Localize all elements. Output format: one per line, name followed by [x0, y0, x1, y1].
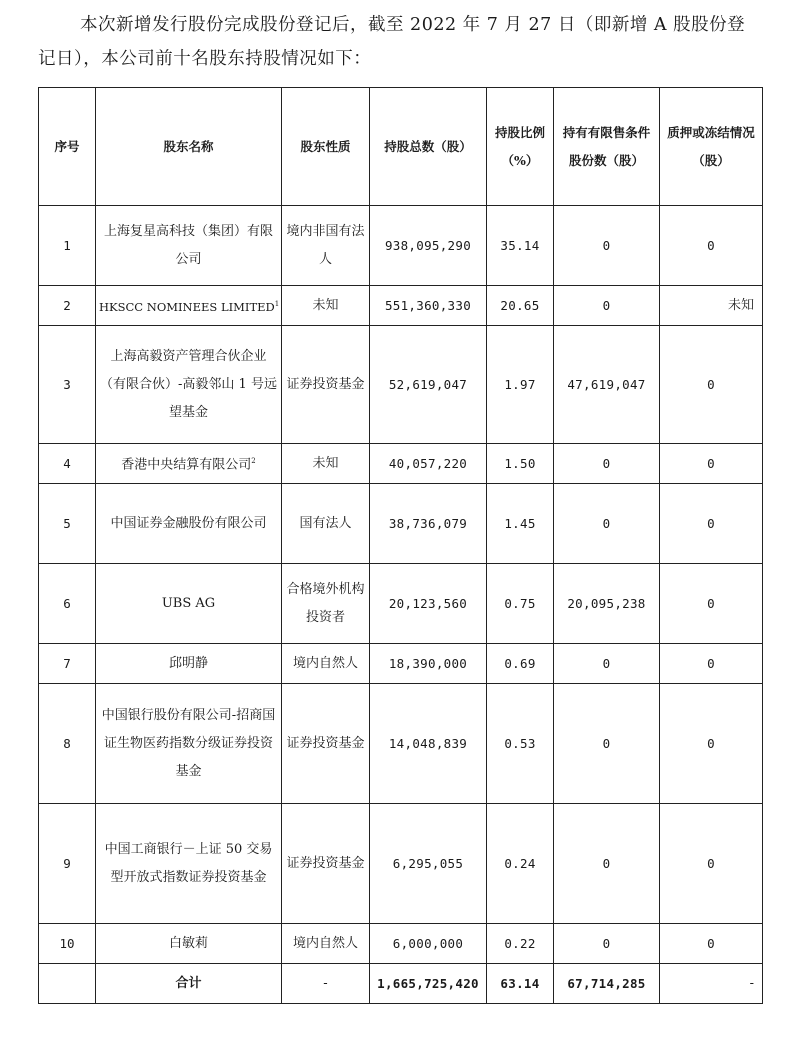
cell-restricted: 47,619,047: [554, 326, 660, 444]
cell-restricted: 20,095,238: [554, 564, 660, 644]
cell-total-label: 合计: [96, 964, 282, 1004]
cell-restricted: 0: [554, 206, 660, 286]
cell-seq: 5: [39, 484, 96, 564]
cell-ratio: 0.75: [487, 564, 554, 644]
cell-name: 中国证券金融股份有限公司: [96, 484, 282, 564]
cell-total-ratio: 63.14: [487, 964, 554, 1004]
cell-total-type: -: [282, 964, 370, 1004]
table-row: [39, 286, 763, 326]
cell-pledged: 0: [660, 684, 763, 804]
cell-restricted: 0: [554, 444, 660, 484]
cell-seq: 2: [39, 286, 96, 326]
cell-shares: 551,360,330: [370, 286, 487, 326]
table-row: [39, 804, 763, 924]
table-row: [39, 444, 763, 484]
cell-type: 国有法人: [282, 484, 370, 564]
header-restricted: 持有有限售条件股份数（股）: [554, 88, 660, 206]
cell-shares: 20,123,560: [370, 564, 487, 644]
cell-ratio: 0.24: [487, 804, 554, 924]
cell-total-shares: 1,665,725,420: [370, 964, 487, 1004]
table-row: [39, 326, 763, 444]
header-pledged: 质押或冻结情况（股）: [660, 88, 763, 206]
cell-name: [96, 286, 282, 326]
cell-type: 证券投资基金: [282, 684, 370, 804]
cell-seq: 8: [39, 684, 96, 804]
cell-pledged: 0: [660, 484, 763, 564]
cell-name: 上海高毅资产管理合伙企业（有限合伙）-高毅邻山 1 号远望基金: [96, 326, 282, 444]
top-ten-shareholders-table: [38, 87, 763, 1004]
cell-ratio: 0.53: [487, 684, 554, 804]
cell-ratio: 0.22: [487, 924, 554, 964]
intro-paragraph: [38, 8, 762, 76]
cell-seq: 9: [39, 804, 96, 924]
cell-restricted: 0: [554, 804, 660, 924]
cell-total-pledged: -: [660, 964, 763, 1004]
cell-restricted: 0: [554, 644, 660, 684]
header-type: 股东性质: [282, 88, 370, 206]
cell-restricted: 0: [554, 924, 660, 964]
header-ratio: 持股比例（%）: [487, 88, 554, 206]
cell-ratio: 1.45: [487, 484, 554, 564]
cell-type: 证券投资基金: [282, 804, 370, 924]
cell-type: 合格境外机构投资者: [282, 564, 370, 644]
cell-name: [96, 444, 282, 484]
total-row: [39, 964, 763, 1004]
table-row: [39, 924, 763, 964]
cell-pledged: 0: [660, 804, 763, 924]
cell-pledged: 0: [660, 326, 763, 444]
cell-seq: 7: [39, 644, 96, 684]
cell-name: 上海复星高科技（集团）有限公司: [96, 206, 282, 286]
cell-name: UBS AG: [96, 564, 282, 644]
footnote-marker: 1: [274, 300, 280, 309]
cell-seq: 1: [39, 206, 96, 286]
holder-name: HKSCC NOMINEES LIMITED: [99, 299, 275, 314]
cell-ratio: 20.65: [487, 286, 554, 326]
cell-ratio: 1.97: [487, 326, 554, 444]
cell-seq: 6: [39, 564, 96, 644]
table-row: [39, 684, 763, 804]
cell-total-restricted: 67,714,285: [554, 964, 660, 1004]
table-row: [39, 484, 763, 564]
header-name: 股东名称: [96, 88, 282, 206]
cell-shares: 6,295,055: [370, 804, 487, 924]
cell-pledged: 0: [660, 564, 763, 644]
header-shares: 持股总数（股）: [370, 88, 487, 206]
intro-text: 本次新增发行股份完成股份登记后，截至 2022 年 7 月 27 日（即新增 A 股股份登记日），本公司前十名股东持股情况如下：: [38, 15, 746, 69]
cell-shares: 18,390,000: [370, 644, 487, 684]
cell-shares: 938,095,290: [370, 206, 487, 286]
cell-shares: 38,736,079: [370, 484, 487, 564]
cell-seq: 3: [39, 326, 96, 444]
cell-pledged: 0: [660, 644, 763, 684]
cell-shares: 52,619,047: [370, 326, 487, 444]
cell-ratio: 35.14: [487, 206, 554, 286]
cell-restricted: 0: [554, 286, 660, 326]
cell-pledged: 0: [660, 444, 763, 484]
cell-ratio: 1.50: [487, 444, 554, 484]
cell-shares: 6,000,000: [370, 924, 487, 964]
cell-name: 中国银行股份有限公司-招商国证生物医药指数分级证券投资基金: [96, 684, 282, 804]
header-seq: 序号: [39, 88, 96, 206]
cell-type: 未知: [282, 444, 370, 484]
footnote-marker: 2: [251, 457, 256, 466]
table-row: [39, 564, 763, 644]
cell-type: 境内自然人: [282, 924, 370, 964]
cell-pledged: 未知: [660, 286, 763, 326]
cell-name: 邱明静: [96, 644, 282, 684]
cell-name: 中国工商银行－上证 50 交易型开放式指数证券投资基金: [96, 804, 282, 924]
cell-pledged: 0: [660, 206, 763, 286]
cell-seq: 10: [39, 924, 96, 964]
cell-seq: 4: [39, 444, 96, 484]
cell-shares: 14,048,839: [370, 684, 487, 804]
table-header-row: [39, 88, 763, 206]
cell-type: 未知: [282, 286, 370, 326]
cell-ratio: 0.69: [487, 644, 554, 684]
cell-type: 境内自然人: [282, 644, 370, 684]
cell-total-seq: [39, 964, 96, 1004]
cell-shares: 40,057,220: [370, 444, 487, 484]
cell-type: 境内非国有法人: [282, 206, 370, 286]
table-row: [39, 644, 763, 684]
cell-restricted: 0: [554, 484, 660, 564]
cell-pledged: 0: [660, 924, 763, 964]
holder-name: 香港中央结算有限公司: [121, 457, 252, 473]
cell-type: 证券投资基金: [282, 326, 370, 444]
cell-restricted: 0: [554, 684, 660, 804]
table-row: [39, 206, 763, 286]
cell-name: 白敏莉: [96, 924, 282, 964]
